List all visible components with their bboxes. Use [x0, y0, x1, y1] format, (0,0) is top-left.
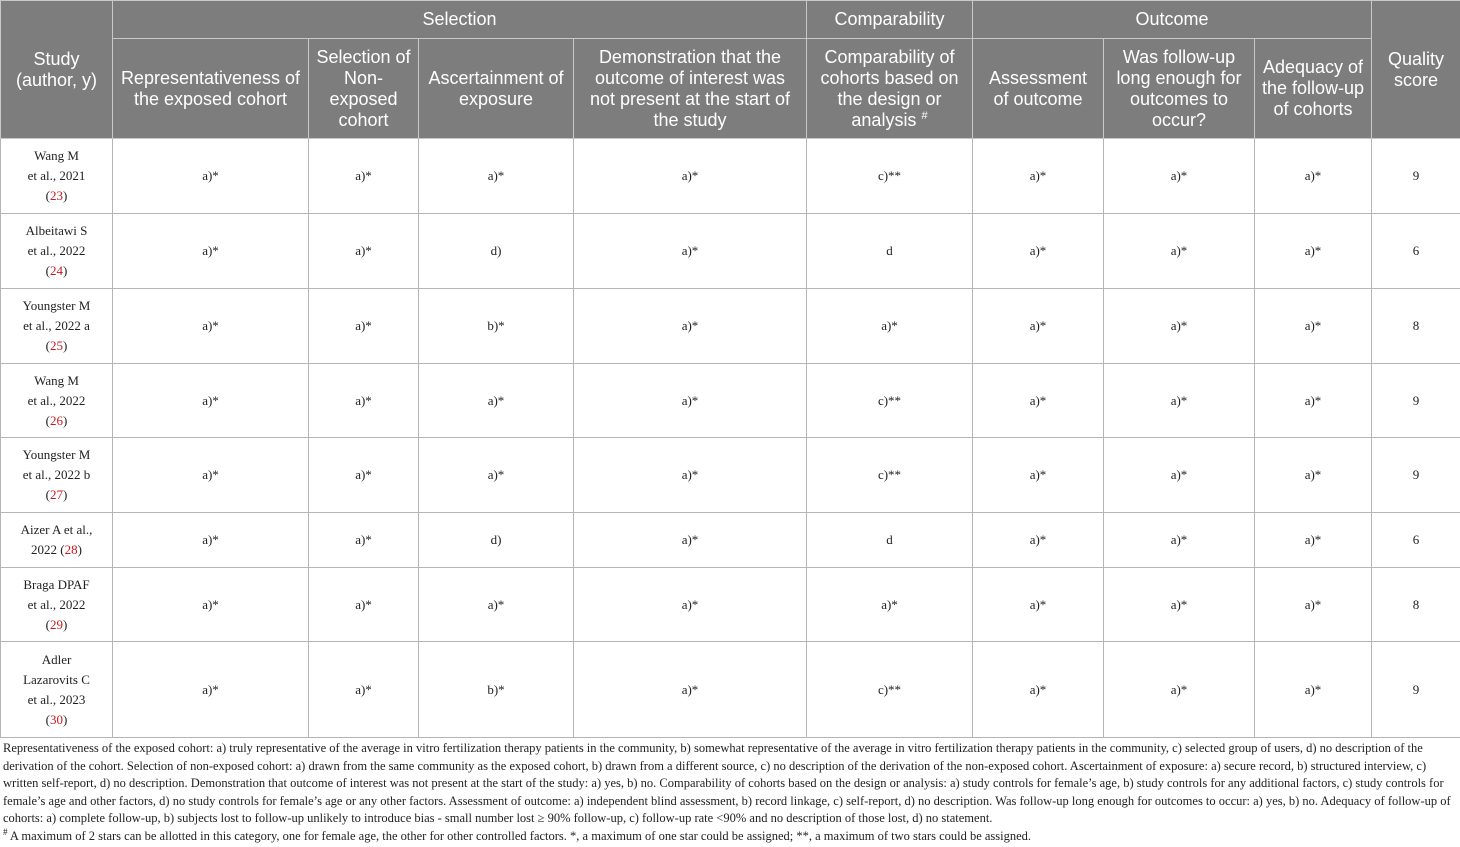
header-ascertainment: Ascertainment of exposure: [419, 39, 574, 139]
assessment-cell: a)*: [973, 139, 1104, 214]
comparability-cell: c)**: [807, 139, 973, 214]
ascertainment-cell: d): [419, 214, 574, 289]
ascertainment-cell: a)*: [419, 364, 574, 438]
study-ref-link[interactable]: 30: [50, 711, 63, 727]
quality-score-cell: 8: [1372, 568, 1460, 642]
study-ref-link[interactable]: 23: [50, 188, 63, 203]
footnote-hash-mark: #: [3, 826, 8, 837]
quality-score-cell: 6: [1372, 214, 1460, 289]
study-year: et al., 2022 a: [23, 318, 90, 333]
study-ref-link[interactable]: 29: [50, 616, 63, 632]
header-adequacy: Adequacy of the follow-up of cohorts: [1255, 39, 1372, 139]
ascertainment-cell: a)*: [419, 438, 574, 513]
ascertainment-cell: b)*: [419, 642, 574, 738]
header-comparability-footnote-mark: #: [921, 109, 928, 122]
representativeness-cell: a)*: [113, 364, 309, 438]
table-row: [1, 364, 1460, 438]
table-row: [1, 139, 1460, 214]
non-exposed-cell: a)*: [309, 139, 419, 214]
study-cell: Albeitawi S et al., 2022 (24): [1, 214, 113, 289]
study-ref-link[interactable]: 27: [50, 487, 63, 502]
footnote-hash-text: A maximum of 2 stars can be allotted in this category, one for female age, the other for other controlled factors. *, a maximum of one star could be assigned; **, a maximum of two stars could be assigned.: [7, 828, 1032, 843]
ascertainment-cell: a)*: [419, 139, 574, 214]
table-row: [1, 568, 1460, 642]
footnote-legend: Representativeness of the exposed cohort: a) truly representative of the average in vitro fertilization therapy patients in the community, b) somewhat representative of the average in vitro fertilization therapy patients in the community, c) selected group of users, d) no description of the derivation of the cohort. Selection of non-exposed cohort: a) drawn from the same community as the exposed cohort, b) drawn from a different source, c) no description of the derivation of the non-exposed cohort. Ascertainment of exposure: a) secure record, b) structured interview, c) written self-report, d) no description. Demonstration that outcome of interest was not present at the start of the study: a) yes, b) no. Comparability of cohorts based on the design or analysis: a) study controls for female’s age, b) study controls for any additional factors, c) study controls for female’s age and other factors, d) no study controls for female’s age or any other factors. Assessment of outcome: a) independent blind assessment, b) record linkage, c) self-report, d) no description. Was follow-up long enough for outcomes to occur: a) yes, b) no. Adequacy of follow-up of cohorts: a) complete follow-up, b) subjects lost to follow-up unlikely to introduce bias - small number lost ≥ 90% follow-up, c) follow-up rate <90% and no description of those lost, d) no statement.: [3, 741, 1451, 825]
header-non-exposed: Selection of Non-exposed cohort: [309, 39, 419, 139]
study-author: Adler: [41, 651, 72, 667]
study-cell: Wang M et al., 2022 (26): [1, 364, 113, 438]
comparability-cell: a)*: [807, 568, 973, 642]
comparability-cell: c)**: [807, 364, 973, 438]
non-exposed-cell: a)*: [309, 289, 419, 364]
table-row: [1, 214, 1460, 289]
demonstration-cell: a)*: [574, 139, 807, 214]
study-ref-link[interactable]: 26: [50, 412, 63, 428]
follow-up-long-cell: a)*: [1104, 438, 1255, 513]
follow-up-long-cell: a)*: [1104, 568, 1255, 642]
assessment-cell: a)*: [973, 642, 1104, 738]
quality-score-cell: 9: [1372, 438, 1460, 513]
assessment-cell: a)*: [973, 289, 1104, 364]
follow-up-long-cell: a)*: [1104, 139, 1255, 214]
representativeness-cell: a)*: [113, 214, 309, 289]
study-author: Braga DPAF: [23, 576, 90, 592]
study-ref-link[interactable]: 24: [50, 263, 63, 278]
header-group-selection: Selection: [113, 1, 807, 39]
representativeness-cell: a)*: [113, 513, 309, 568]
study-author: Aizer A et al.,: [20, 522, 93, 537]
study-author: Wang M: [34, 148, 79, 163]
representativeness-cell: a)*: [113, 642, 309, 738]
assessment-cell: a)*: [973, 513, 1104, 568]
table-row: [1, 642, 1460, 738]
comparability-cell: d: [807, 214, 973, 289]
adequacy-cell: a)*: [1255, 139, 1372, 214]
study-year: et al., 2022: [27, 243, 86, 258]
demonstration-cell: a)*: [574, 642, 807, 738]
representativeness-cell: a)*: [113, 438, 309, 513]
header-study: Study (author, y): [1, 1, 113, 139]
header-comparability-label: Comparability of cohorts based on the design or analysis: [820, 46, 959, 130]
follow-up-long-cell: a)*: [1104, 364, 1255, 438]
study-author: Wang M: [34, 372, 79, 388]
comparability-cell: d: [807, 513, 973, 568]
non-exposed-cell: a)*: [309, 513, 419, 568]
follow-up-long-cell: a)*: [1104, 214, 1255, 289]
follow-up-long-cell: a)*: [1104, 289, 1255, 364]
study-cell: Youngster M et al., 2022 a (25): [1, 289, 113, 364]
demonstration-cell: a)*: [574, 364, 807, 438]
follow-up-long-cell: a)*: [1104, 513, 1255, 568]
non-exposed-cell: a)*: [309, 568, 419, 642]
quality-score-cell: 9: [1372, 364, 1460, 438]
study-ref-link[interactable]: 28: [64, 542, 78, 557]
demonstration-cell: a)*: [574, 438, 807, 513]
assessment-cell: a)*: [973, 364, 1104, 438]
quality-score-cell: 8: [1372, 289, 1460, 364]
study-ref-link[interactable]: 25: [50, 338, 63, 353]
study-year: et al., 2022 b: [22, 467, 91, 482]
table-footnote: [3, 740, 1459, 845]
quality-score-cell: 6: [1372, 513, 1460, 568]
table-row: [1, 289, 1460, 364]
non-exposed-cell: a)*: [309, 438, 419, 513]
study-author: Youngster M: [22, 298, 91, 313]
study-author-cont: Lazarovits C: [23, 671, 90, 687]
header-group-outcome: Outcome: [973, 1, 1372, 39]
study-year: et al., 2021: [27, 168, 86, 183]
adequacy-cell: a)*: [1255, 364, 1372, 438]
header-representativeness: Representativeness of the exposed cohort: [113, 39, 309, 139]
study-cell: Aizer A et al., 2022 (28): [1, 513, 113, 568]
adequacy-cell: a)*: [1255, 642, 1372, 738]
assessment-cell: a)*: [973, 438, 1104, 513]
comparability-cell: a)*: [807, 289, 973, 364]
assessment-cell: a)*: [973, 568, 1104, 642]
adequacy-cell: a)*: [1255, 214, 1372, 289]
demonstration-cell: a)*: [574, 289, 807, 364]
ascertainment-cell: d): [419, 513, 574, 568]
ascertainment-cell: a)*: [419, 568, 574, 642]
study-cell: Youngster M et al., 2022 b (27): [1, 438, 113, 513]
assessment-cell: a)*: [973, 214, 1104, 289]
header-quality-score: Quality score: [1372, 1, 1460, 139]
study-cell: Wang M et al., 2021 (23): [1, 139, 113, 214]
quality-score-cell: 9: [1372, 642, 1460, 738]
footnote-hash-note: [3, 828, 1459, 846]
quality-score-cell: 9: [1372, 139, 1460, 214]
demonstration-cell: a)*: [574, 568, 807, 642]
study-cell: Braga DPAF et al., 2022 (29): [1, 568, 113, 642]
table-body: [1, 139, 1460, 738]
study-year: et al., 2023: [27, 691, 86, 707]
study-author: Youngster M: [22, 447, 91, 462]
study-cell: Adler Lazarovits C et al., 2023 (30): [1, 642, 113, 738]
demonstration-cell: a)*: [574, 214, 807, 289]
study-author: Albeitawi S: [25, 223, 88, 238]
non-exposed-cell: a)*: [309, 214, 419, 289]
representativeness-cell: a)*: [113, 289, 309, 364]
study-year: et al., 2022: [27, 596, 86, 612]
adequacy-cell: a)*: [1255, 438, 1372, 513]
study-year: et al., 2022: [27, 392, 86, 408]
table-row: [1, 513, 1460, 568]
study-year: 2022: [31, 542, 58, 557]
follow-up-long-cell: a)*: [1104, 642, 1255, 738]
demonstration-cell: a)*: [574, 513, 807, 568]
comparability-cell: c)**: [807, 438, 973, 513]
adequacy-cell: a)*: [1255, 568, 1372, 642]
adequacy-cell: a)*: [1255, 289, 1372, 364]
representativeness-cell: a)*: [113, 568, 309, 642]
representativeness-cell: a)*: [113, 139, 309, 214]
non-exposed-cell: a)*: [309, 364, 419, 438]
header-group-comparability: Comparability: [807, 1, 973, 39]
header-comparability: [807, 39, 973, 139]
header-follow-up-long: Was follow-up long enough for outcomes to occur?: [1104, 39, 1255, 139]
ascertainment-cell: b)*: [419, 289, 574, 364]
table-row: [1, 438, 1460, 513]
comparability-cell: c)**: [807, 642, 973, 738]
non-exposed-cell: a)*: [309, 642, 419, 738]
adequacy-cell: a)*: [1255, 513, 1372, 568]
header-assessment: Assessment of outcome: [973, 39, 1104, 139]
header-demonstration: Demonstration that the outcome of interest was not present at the start of the study: [574, 39, 807, 139]
